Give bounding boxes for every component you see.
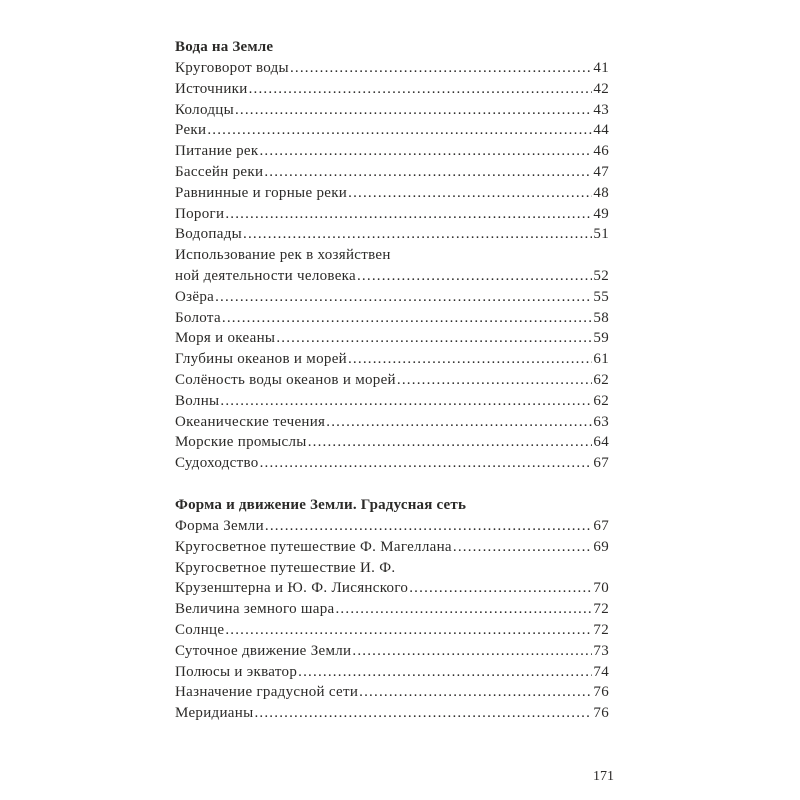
toc-entry-page: 67 [593,455,609,472]
toc-entry-title: Водопады [175,226,242,243]
toc-entry-title: Колодцы [175,101,234,118]
toc-entry-page: 72 [593,601,609,618]
toc-section-water [175,37,609,474]
dot-leader [222,308,592,329]
toc-entry-title: Назначение градусной сети [175,684,359,701]
toc-entry [175,703,609,724]
toc-entry-title: Кругосветное путешествие И. Ф. [175,559,396,576]
toc-entry-page: 46 [593,143,609,160]
toc-entry-page: 69 [593,538,609,555]
toc-entry [175,162,609,183]
toc-entry-page: 72 [593,621,609,638]
dot-leader [220,391,592,412]
toc-entry [175,349,609,370]
toc-entry-page: 63 [593,413,609,430]
toc-entry-page: 42 [593,80,609,97]
dot-leader [326,412,592,433]
toc-entry [175,662,609,683]
toc-entry [175,120,609,141]
toc-entry-page: 41 [593,60,609,76]
toc-entry [175,204,609,225]
section-heading: Форма и движение Земли. Градусная сеть [175,497,467,513]
toc-entry-title: Источники [175,80,248,97]
toc-entry [175,578,609,599]
dot-leader [276,328,592,349]
toc-entry [175,412,609,433]
toc-entry [175,100,609,121]
toc-entry-title: Болота [175,309,221,326]
dot-leader [359,682,592,703]
dot-leader [243,224,592,245]
dot-leader [225,620,592,641]
toc-entry-page: 73 [593,642,609,659]
toc-entry-page: 44 [593,122,609,139]
toc-entry-page: 47 [593,163,609,180]
toc-entry-page: 59 [593,330,609,347]
toc-entry [175,79,609,100]
toc-entry-title: Озёра [175,288,215,305]
dot-leader [260,453,593,474]
toc-entry-title: Бассейн реки [175,163,264,180]
toc-entry-title: Солёность воды океанов и морей [175,371,396,388]
dot-leader [207,120,592,141]
toc-entry [175,432,609,453]
dot-leader [357,266,592,287]
section-heading: Вода на Земле [175,39,274,55]
toc-entry-page: 64 [593,434,609,451]
toc-entry-page: 52 [593,267,609,284]
toc-entry-title: Равнинные и горные реки [175,184,348,201]
toc-entry-title: Моря и океаны [175,330,276,347]
dot-leader [225,204,592,225]
toc-entry [175,453,609,474]
dot-leader [265,516,592,537]
dot-leader [264,162,592,183]
toc-entry-page: 51 [593,226,609,243]
toc-entry [175,620,609,641]
toc-entry-page: 43 [593,101,609,118]
toc-entry [175,287,609,308]
dot-leader [249,79,593,100]
dot-leader [348,183,592,204]
dot-leader [335,599,592,620]
toc-entry [175,537,609,558]
toc-entry [175,516,609,537]
toc-entry-title: Крузенштерна и Ю. Ф. Лисянского [175,580,409,597]
toc-entry-page: 70 [593,580,609,597]
toc-entry-title: Использование рек в хозяйствен [175,247,391,264]
toc-entry-title: Меридианы [175,705,254,722]
toc-entry [175,245,609,266]
dot-leader [259,141,592,162]
toc-entry-title: Реки [175,122,207,139]
toc-entry [175,58,609,79]
toc-entry-title: Солнце [175,621,225,638]
dot-leader [308,432,593,453]
dot-leader [453,537,593,558]
toc-entry [175,266,609,287]
toc-entry-title: Волны [175,392,220,409]
dot-leader [298,662,592,683]
toc-entry-title: Полюсы и экватор [175,663,298,680]
toc-entry-page: 62 [593,371,609,388]
dot-leader [290,58,592,79]
toc-entry-page: 76 [593,705,609,722]
toc-entry [175,224,609,245]
toc-entry-page: 55 [593,288,609,305]
toc-entry-page: 62 [593,392,609,409]
toc-entry-title: Глубины океанов и морей [175,351,347,368]
toc-entry [175,141,609,162]
toc-entry [175,183,609,204]
toc-entry-title: Суточное движение Земли [175,642,352,659]
toc-entry-title: Морские промыслы [175,434,307,451]
toc-entry [175,328,609,349]
toc-entry [175,391,609,412]
toc-entry-title: Пороги [175,205,225,222]
toc-entry-title: Величина земного шара [175,601,335,618]
dot-leader [235,100,592,121]
page-number: 171 [593,769,614,784]
toc-entry [175,599,609,620]
toc-entry-title: Океанические течения [175,413,326,430]
toc-entry-page: 49 [593,205,609,222]
toc-entry-title: Судоходство [175,455,259,472]
toc-entry [175,370,609,391]
toc-entry [175,641,609,662]
dot-leader [409,578,592,599]
toc-section-earth-shape [175,495,609,724]
dot-leader [215,287,592,308]
toc-entry-page: 58 [593,309,609,326]
dot-leader [348,349,592,370]
toc-entry [175,682,609,703]
toc-entry-title: Питание рек [175,143,259,160]
toc-entry-title: Круговорот воды [175,60,289,76]
toc-entry-page: 74 [593,663,609,680]
toc-entry-title: Форма Земли [175,518,264,534]
dot-leader [397,370,593,391]
toc-entry-page: 76 [593,684,609,701]
toc-entry-title: ной деятельности человека [175,267,356,284]
dot-leader [352,641,592,662]
toc-entry [175,558,609,579]
dot-leader [254,703,592,724]
toc-entry-page: 67 [593,518,609,534]
toc-entry-page: 61 [593,351,609,368]
toc-entry [175,308,609,329]
toc-entry-page: 48 [593,184,609,201]
toc-entry-title: Кругосветное путешествие Ф. Магеллана [175,538,452,555]
